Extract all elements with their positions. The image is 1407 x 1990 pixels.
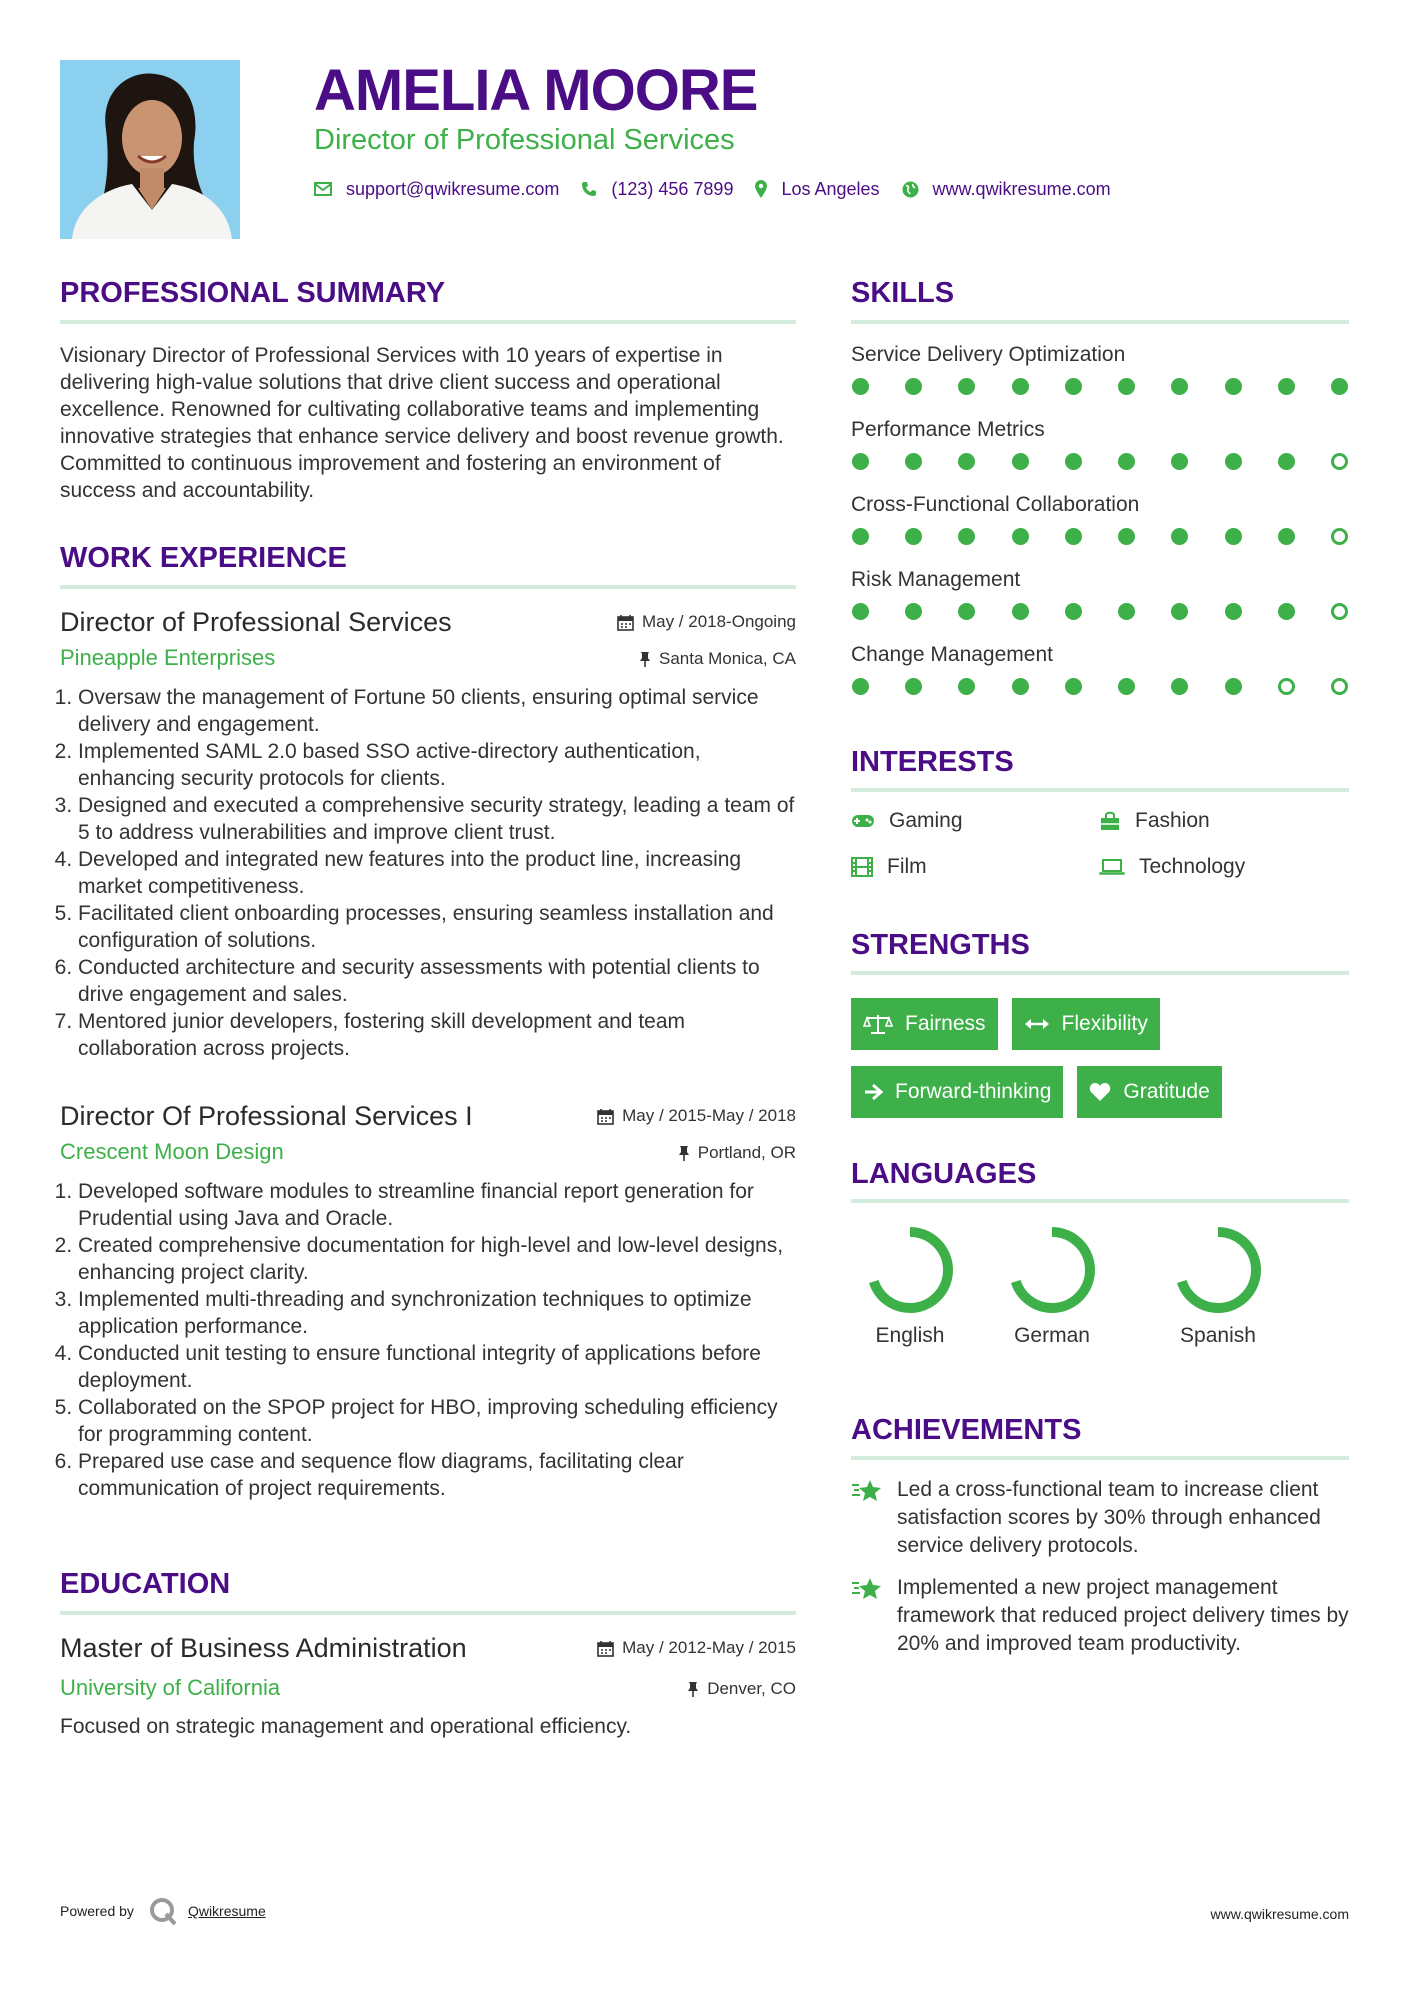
job-date-text: May / 2015-May / 2018 xyxy=(622,1106,796,1125)
rating-dot-filled xyxy=(958,453,975,470)
strengths-list xyxy=(851,998,1349,1134)
interests-list xyxy=(851,806,1349,882)
rating-dot-filled xyxy=(852,378,869,395)
list-item: 2. Created comprehensive documentation for high-level and low-level designs, enhancing project clarity. xyxy=(78,1232,796,1286)
skill-name: Change Management xyxy=(851,643,1053,666)
rating-dot-filled xyxy=(958,378,975,395)
section-divider xyxy=(851,788,1349,792)
interest-item xyxy=(851,852,1099,882)
job-date-text: May / 2018-Ongoing xyxy=(641,612,796,631)
language-item xyxy=(1135,1224,1301,1348)
section-title-education: EDUCATION xyxy=(60,1568,231,1600)
achievements-list xyxy=(851,1476,1349,1672)
rating-dot-filled xyxy=(1225,378,1242,395)
strength-tag xyxy=(1012,998,1160,1050)
rating-dot-filled xyxy=(1118,603,1135,620)
contact-website-text: www.qwikresume.com xyxy=(932,178,1111,199)
rating-dot-filled xyxy=(905,378,922,395)
section-title-skills: SKILLS xyxy=(851,277,955,309)
rating-dot-filled xyxy=(1225,453,1242,470)
school-name: University of California xyxy=(60,1675,281,1700)
interest-item xyxy=(1099,852,1349,882)
film-icon xyxy=(851,857,873,877)
arrow-right-icon xyxy=(863,1083,883,1101)
interest-label: Technology xyxy=(1139,855,1246,878)
interest-label: Film xyxy=(887,855,927,878)
language-name: English xyxy=(875,1324,945,1347)
education-location xyxy=(687,1679,796,1699)
job-location-text: Santa Monica, CA xyxy=(658,649,796,668)
rating-dot-filled xyxy=(1225,603,1242,620)
rating-dot-filled xyxy=(1012,603,1029,620)
job-responsibilities xyxy=(60,1178,796,1502)
skill-name: Performance Metrics xyxy=(851,418,1045,441)
footer-powered-by xyxy=(60,1896,266,1926)
list-item: 5. Facilitated client onboarding processes, ensuring seamless installation and configuration of solutions. xyxy=(78,900,796,954)
achievement-text: Led a cross-functional team to increase client satisfaction scores by 30% through enhanced service delivery protocols. xyxy=(897,1478,1321,1557)
language-level-ring xyxy=(1172,1224,1264,1316)
map-pin-icon xyxy=(755,180,767,198)
strength-tag xyxy=(851,1066,1063,1118)
list-item: 4. Conducted unit testing to ensure functional integrity of applications before deployment. xyxy=(78,1340,796,1394)
achievement-item xyxy=(851,1476,1349,1560)
list-item: 6. Prepared use case and sequence flow diagrams, facilitating clear communication of project requirements. xyxy=(78,1448,796,1502)
section-divider xyxy=(60,585,796,589)
job-date xyxy=(617,612,796,632)
rating-dot-filled xyxy=(1118,528,1135,545)
rating-dot-empty xyxy=(1331,453,1348,470)
balance-scale-icon xyxy=(863,1013,893,1035)
contact-location xyxy=(755,179,879,200)
shooting-star-icon xyxy=(851,1576,883,1602)
list-item: 3. Designed and executed a comprehensive security strategy, leading a team of 5 to address vulnerabilities and improve client trust. xyxy=(78,792,796,846)
education-date xyxy=(597,1638,796,1658)
qwikresume-logo-icon xyxy=(148,1896,178,1926)
skill-item xyxy=(851,565,1349,640)
list-item: 1. Oversaw the management of Fortune 50 clients, ensuring optimal service delivery and engagement. xyxy=(78,684,796,738)
rating-dot-filled xyxy=(1171,378,1188,395)
language-name: German xyxy=(1014,1324,1090,1347)
rating-dot-filled xyxy=(1118,678,1135,695)
strength-tag xyxy=(851,998,998,1050)
skill-rating xyxy=(851,603,1349,620)
rating-dot-filled xyxy=(852,603,869,620)
rating-dot-filled xyxy=(1225,678,1242,695)
language-item xyxy=(969,1224,1135,1348)
rating-dot-filled xyxy=(1171,528,1188,545)
section-title-summary: PROFESSIONAL SUMMARY xyxy=(60,277,446,309)
rating-dot-filled xyxy=(1171,678,1188,695)
list-item: 7. Mentored junior developers, fostering skill development and team collaboration across projects. xyxy=(78,1008,796,1062)
list-item: 1. Developed software modules to streamline financial report generation for Prudential using Java and Oracle. xyxy=(78,1178,796,1232)
list-item: 6. Conducted architecture and security assessments with potential clients to drive engagement and sales. xyxy=(78,954,796,1008)
language-level-arc xyxy=(1180,1232,1256,1308)
job-location xyxy=(678,1143,796,1163)
experience-entry-2 xyxy=(60,1098,796,1502)
envelope-icon xyxy=(314,182,332,196)
strength-label: Gratitude xyxy=(1123,1080,1210,1103)
rating-dot-filled xyxy=(1012,378,1029,395)
list-item: 2. Implemented SAML 2.0 based SSO active-directory authentication, enhancing security protocols for clients. xyxy=(78,738,796,792)
job-responsibilities xyxy=(60,684,796,1062)
rating-dot-filled xyxy=(1171,603,1188,620)
language-item xyxy=(851,1224,969,1348)
profile-photo-illustration xyxy=(60,60,240,239)
section-divider xyxy=(851,971,1349,975)
rating-dot-filled xyxy=(905,603,922,620)
interest-label: Gaming xyxy=(889,809,963,832)
shopping-bag-icon xyxy=(1099,810,1121,832)
list-item: 4. Developed and integrated new features into the product line, increasing market competitiveness. xyxy=(78,846,796,900)
education-entry xyxy=(60,1630,796,1742)
company-name: Pineapple Enterprises xyxy=(60,645,276,670)
profile-photo xyxy=(60,60,240,239)
section-title-experience: WORK EXPERIENCE xyxy=(60,542,347,574)
language-name: Spanish xyxy=(1180,1324,1256,1347)
rating-dot-filled xyxy=(852,528,869,545)
rating-dot-filled xyxy=(1065,678,1082,695)
rating-dot-filled xyxy=(1012,528,1029,545)
calendar-icon xyxy=(597,1640,614,1657)
skill-name: Service Delivery Optimization xyxy=(851,343,1126,366)
language-level-arc xyxy=(872,1232,948,1308)
section-title-strengths: STRENGTHS xyxy=(851,929,1030,961)
candidate-name: AMELIA MOORE xyxy=(314,58,758,123)
rating-dot-filled xyxy=(1171,453,1188,470)
globe-icon xyxy=(902,181,919,198)
section-title-interests: INTERESTS xyxy=(851,746,1014,778)
calendar-icon xyxy=(617,614,634,631)
interest-label: Fashion xyxy=(1135,809,1210,832)
skill-item xyxy=(851,490,1349,565)
job-location-text: Portland, OR xyxy=(697,1143,796,1162)
section-title-languages: LANGUAGES xyxy=(851,1158,1037,1190)
contact-bar xyxy=(314,176,1133,202)
gamepad-icon xyxy=(851,813,875,829)
rating-dot-filled xyxy=(1012,678,1029,695)
rating-dot-filled xyxy=(1331,378,1348,395)
brand-link[interactable]: Qwikresume xyxy=(187,1903,266,1919)
skill-item xyxy=(851,340,1349,415)
rating-dot-empty xyxy=(1331,603,1348,620)
pushpin-icon xyxy=(687,1681,699,1698)
company-name: Crescent Moon Design xyxy=(60,1139,284,1164)
languages-list xyxy=(851,1224,1301,1348)
pushpin-icon xyxy=(639,651,651,668)
section-divider xyxy=(60,1611,796,1615)
degree-name: Master of Business Administration xyxy=(60,1633,467,1663)
strength-label: Forward-thinking xyxy=(895,1080,1052,1103)
strength-tag xyxy=(1077,1066,1221,1118)
rating-dot-filled xyxy=(1065,528,1082,545)
rating-dot-filled xyxy=(852,678,869,695)
contact-email-text: support@qwikresume.com xyxy=(346,178,560,199)
skills-list xyxy=(851,340,1349,715)
contact-email[interactable] xyxy=(314,179,559,200)
skill-name: Risk Management xyxy=(851,568,1021,591)
contact-phone-text: (123) 456 7899 xyxy=(611,178,734,199)
powered-by-label: Powered by xyxy=(60,1903,134,1919)
contact-phone[interactable] xyxy=(581,179,733,200)
heart-icon xyxy=(1089,1082,1111,1102)
language-level-ring xyxy=(864,1224,956,1316)
rating-dot-filled xyxy=(1278,603,1295,620)
language-level-arc xyxy=(1014,1232,1090,1308)
interest-item xyxy=(851,806,1099,836)
pushpin-icon xyxy=(678,1145,690,1162)
skill-rating xyxy=(851,678,1349,695)
job-role: Director Of Professional Services I xyxy=(60,1101,473,1131)
footer-website[interactable]: www.qwikresume.com xyxy=(1210,1906,1349,1922)
rating-dot-filled xyxy=(1065,453,1082,470)
skill-name: Cross-Functional Collaboration xyxy=(851,493,1140,516)
rating-dot-empty xyxy=(1331,678,1348,695)
skill-item xyxy=(851,640,1349,715)
skill-rating xyxy=(851,453,1349,470)
list-item: 3. Implemented multi-threading and synchronization techniques to optimize application performance. xyxy=(78,1286,796,1340)
experience-entry-1 xyxy=(60,604,796,1062)
shooting-star-icon xyxy=(851,1478,883,1504)
education-description: Focused on strategic management and operational efficiency. xyxy=(60,1715,632,1738)
list-item: 5. Collaborated on the SPOP project for HBO, improving scheduling efficiency for programming content. xyxy=(78,1394,796,1448)
strength-label: Fairness xyxy=(905,1012,986,1035)
section-divider xyxy=(851,320,1349,324)
education-date-text: May / 2012-May / 2015 xyxy=(622,1638,796,1657)
job-role: Director of Professional Services xyxy=(60,607,452,637)
rating-dot-empty xyxy=(1278,678,1295,695)
education-location-text: Denver, CO xyxy=(707,1679,796,1698)
section-divider xyxy=(851,1456,1349,1460)
rating-dot-filled xyxy=(905,528,922,545)
achievement-text: Implemented a new project management framework that reduced project delivery times by 20% and improved team productivity. xyxy=(897,1576,1349,1655)
skill-item xyxy=(851,415,1349,490)
rating-dot-filled xyxy=(1118,453,1135,470)
section-divider xyxy=(851,1199,1349,1203)
contact-website[interactable] xyxy=(902,179,1111,200)
strength-label: Flexibility xyxy=(1061,1012,1148,1035)
section-title-achievements: ACHIEVEMENTS xyxy=(851,1414,1082,1446)
section-divider xyxy=(60,320,796,324)
rating-dot-filled xyxy=(852,453,869,470)
rating-dot-filled xyxy=(1278,378,1295,395)
skill-rating xyxy=(851,528,1349,545)
phone-icon xyxy=(581,181,597,197)
rating-dot-empty xyxy=(1331,528,1348,545)
rating-dot-filled xyxy=(958,528,975,545)
laptop-icon xyxy=(1099,858,1125,876)
job-location xyxy=(639,649,796,669)
rating-dot-filled xyxy=(958,603,975,620)
rating-dot-filled xyxy=(905,678,922,695)
interest-item xyxy=(1099,806,1349,836)
rating-dot-filled xyxy=(958,678,975,695)
professional-summary: Visionary Director of Professional Services with 10 years of expertise in delivering high-value solutions that drive client success and operational excellence. Renowned for cultivating collaborative teams and implementing innovative strategies that enhance service delivery and boost revenue growth. Committed to continuous improvement and fostering an environment of success and accountability. xyxy=(60,344,784,502)
rating-dot-filled xyxy=(1278,528,1295,545)
rating-dot-filled xyxy=(1065,378,1082,395)
rating-dot-filled xyxy=(1012,453,1029,470)
rating-dot-filled xyxy=(1118,378,1135,395)
language-level-ring xyxy=(1006,1224,1098,1316)
contact-location-text: Los Angeles xyxy=(781,178,880,199)
rating-dot-filled xyxy=(1278,453,1295,470)
candidate-title: Director of Professional Services xyxy=(314,124,735,156)
double-arrow-icon xyxy=(1024,1017,1050,1031)
rating-dot-filled xyxy=(905,453,922,470)
calendar-icon xyxy=(597,1108,614,1125)
achievement-item xyxy=(851,1574,1349,1658)
rating-dot-filled xyxy=(1065,603,1082,620)
rating-dot-filled xyxy=(1225,528,1242,545)
skill-rating xyxy=(851,378,1349,395)
job-date xyxy=(597,1106,796,1126)
